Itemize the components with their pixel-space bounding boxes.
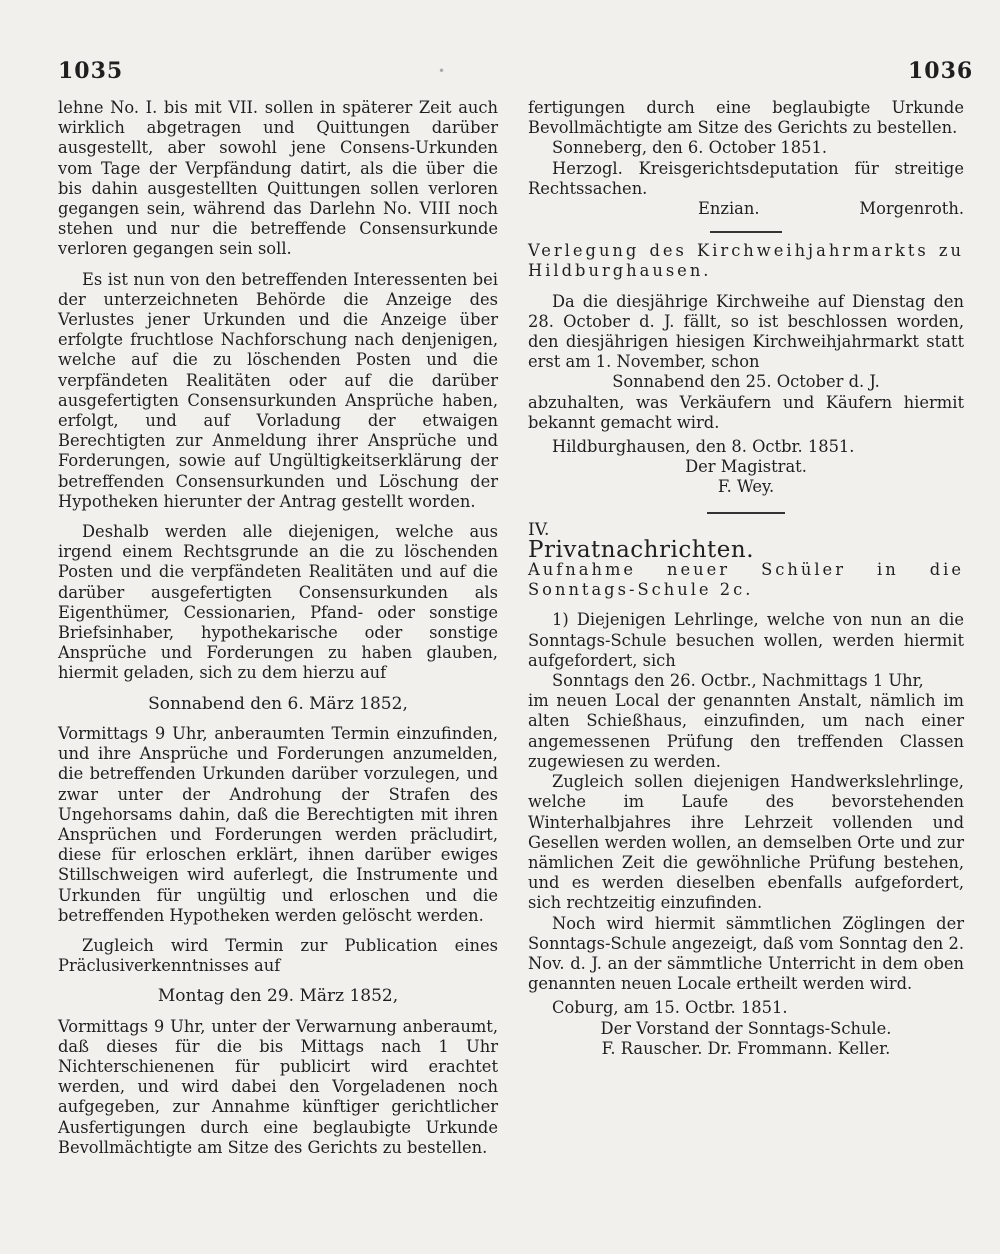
right-paragraph-0: fertigungen durch eine beglaubigte Urkunde Bevollmächtigte am Sitze des Gerichts zu bestellen. bbox=[528, 98, 964, 138]
section-number: IV. bbox=[528, 519, 550, 540]
left-paragraph-2: Es ist nun von den betreffenden Interessenten bei der unterzeichneten Behörde die Anzeige des Verlustes jener Urkunden und die Anzeige über erfolgte fruchtlose Nachforschung nach denjenigen, welche auf die zu löschenden Posten und die verpfändeten Realitäten oder auf die darüber ausgefertigten Consensurkunden Ansprüche haben, erfolgt, und auf Vorladung der etwaigen Berechtigten zur Anmeldung ihrer Ansprüche und Forderungen, sowie auf Ungültigkeitserklärung der betreffenden Consensurkunden und Löschung der Hypotheken hierunter der Antrag gestellt worden. bbox=[58, 269, 498, 511]
right-authority: Herzogl. Kreisgerichtsdeputation für streitige Rechtssachen. bbox=[528, 158, 964, 198]
right-magistrat: Der Magistrat. bbox=[685, 457, 807, 477]
heading-kirchweihjahrmarkt: Verlegung des Kirchweihjahrmarkts zu Hildburghausen. bbox=[528, 241, 964, 281]
page-number-left: 1035 bbox=[58, 58, 124, 84]
heading-sonntagsschule: Aufnahme neuer Schüler in die Sonntags-Schule 2c. bbox=[528, 560, 964, 600]
right-place-date-2: Hildburghausen, den 8. Octbr. 1851. bbox=[552, 437, 855, 457]
right-column bbox=[528, 98, 964, 1059]
left-paragraph-4: Vormittags 9 Uhr, anberaumten Termin einzufinden, und ihre Ansprüche und Forderungen anzumelden, die betreffenden Urkunden darüber vorzulegen, und zwar unter der Androhung der Strafen des Ungehorsams dahin, daß die Berechtigten mit ihren Ansprüchen und Forderungen werden präcludirt, diese für erloschen erklärt, ihnen darüber ewiges Stillschweigen wird auferlegt, die Instrumente und Urkunden für ungültig und erloschen und die betreffenden Hypotheken werden gelöscht werden. bbox=[58, 723, 498, 925]
right-date-1: Sonnabend den 25. October d. J. bbox=[612, 372, 880, 392]
signature-enzian: Enzian. bbox=[698, 199, 760, 219]
left-paragraph-5: Zugleich wird Termin zur Publication eines Präclusiverkenntnisses auf bbox=[58, 935, 498, 976]
right-place-date-1: Sonneberg, den 6. October 1851. bbox=[552, 138, 828, 158]
page-number-right: 1036 bbox=[908, 58, 974, 84]
right-paragraph-1: Da die diesjährige Kirchweihe auf Dienstag den 28. October d. J. fällt, so ist beschlossen worden, den diesjährigen hiesigen Kirchweihjahrmarkt statt erst am 1. November, schon bbox=[528, 291, 964, 372]
left-column bbox=[58, 98, 498, 1158]
signature-morgenroth: Morgenroth. bbox=[859, 199, 964, 219]
divider-rule-2 bbox=[707, 512, 785, 514]
right-place-date-3: Coburg, am 15. Octbr. 1851. bbox=[552, 998, 788, 1018]
left-paragraph-6: Vormittags 9 Uhr, unter der Verwarnung anberaumt, daß dieses für die bis Mittags nach 1 Uhr Nichterschienenen für publicirt wird erachtet werden, und wird dabei den Vorgeladenen noch aufgegeben, zur Annahme künftiger gerichtlicher Ausfertigungen durch eine beglaubigte Urkunde Bevollmächtigte am Sitze des Gerichts zu bestellen. bbox=[58, 1016, 498, 1157]
right-date-2: Sonntags den 26. Octbr., Nachmittags 1 Uhr, bbox=[552, 671, 924, 691]
section-title: Privatnachrichten. bbox=[528, 536, 755, 563]
right-signers: F. Rauscher. Dr. Frommann. Keller. bbox=[601, 1038, 891, 1058]
right-paragraph-3: Zugleich sollen diejenigen Handwerkslehrlinge, welche im Laufe des bevorstehenden Winterhalbjahres ihre Lehrzeit vollenden und Gesellen werden wollen, an demselben Orte und zur nämlichen Zeit die gewöhnliche Prüfung bestehen, und es werden dieselben ebenfalls aufgefordert, sich rechtzeitig einzufinden. bbox=[528, 772, 964, 913]
right-paragraph-4: Noch wird hiermit sämmtlichen Zöglingen der Sonntags-Schule angezeigt, daß vom Sonntag den 2. Nov. d. J. an der sämmtliche Unterricht in dem oben genannten neuen Locale ertheilt werden wird. bbox=[528, 913, 964, 994]
left-paragraph-1: lehne No. I. bis mit VII. sollen in späterer Zeit auch wirklich abgetragen und Quittungen darüber ausgestellt, aber sowohl jene Consens-Urkunden vom Tage der Verpfändung datirt, als die über die bis dahin ausgestellten Quittungen sollen verloren gegangen sein, während das Darlehn No. VIII noch stehen und nur die betreffende Consensurkunde verloren gegangen sein soll. bbox=[58, 98, 498, 259]
divider-rule-1 bbox=[710, 231, 782, 233]
right-paragraph-2: 1) Diejenigen Lehrlinge, welche von nun an die Sonntags-Schule besuchen wollen, werden hiermit aufgefordert, sich bbox=[528, 610, 964, 670]
print-mark: • bbox=[438, 64, 446, 78]
left-paragraph-3: Deshalb werden alle diejenigen, welche aus irgend einem Rechtsgrunde an die zu löschenden Posten und die verpfändeten Realitäten und auf die darüber ausgefertigten Consensurkunden als Eigenthümer, Cessionarien, Pfand- oder sonstige Briefsinhaber, hypothekarische oder sonstige Ansprüche und Forderungen zu haben glauben, hiermit geladen, sich zu dem hierzu auf bbox=[58, 522, 498, 683]
right-paragraph-1-end: abzuhalten, was Verkäufern und Käufern hiermit bekannt gemacht wird. bbox=[528, 392, 964, 432]
left-date-2: Montag den 29. März 1852, bbox=[157, 986, 399, 1007]
signature-row-1 bbox=[528, 199, 964, 219]
right-paragraph-2-end: im neuen Local der genannten Anstalt, nämlich im alten Schießhaus, einzufinden, um nach einer angemessenen Prüfung den treffenden Classen zugewiesen zu werden. bbox=[528, 691, 964, 771]
left-date-1: Sonnabend den 6. März 1852, bbox=[148, 693, 408, 714]
right-board: Der Vorstand der Sonntags-Schule. bbox=[600, 1018, 892, 1038]
signature-wey: F. Wey. bbox=[717, 477, 775, 497]
